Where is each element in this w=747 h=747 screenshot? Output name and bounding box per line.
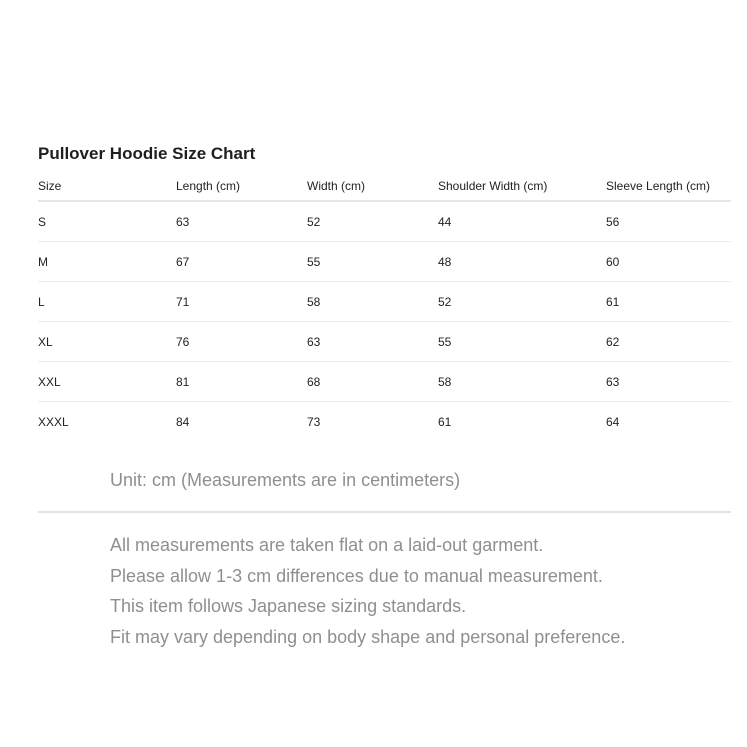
header-shoulder-width: Shoulder Width (cm) — [438, 172, 606, 201]
cell-shoulder-width: 52 — [438, 282, 606, 322]
measurement-notes — [110, 530, 625, 652]
cell-size: S — [38, 201, 176, 242]
size-chart-title: Pullover Hoodie Size Chart — [38, 144, 256, 163]
table-row — [38, 282, 731, 322]
note-item: Fit may vary depending on body shape and personal preference. — [110, 626, 626, 647]
cell-sleeve-length: 62 — [606, 322, 731, 362]
cell-length: 84 — [176, 414, 190, 429]
header-size: Size — [38, 172, 176, 201]
section-divider — [38, 511, 731, 513]
table-row — [38, 322, 731, 362]
cell-shoulder-width: 61 — [438, 414, 452, 429]
table-header-row — [38, 172, 731, 201]
note-item: All measurements are taken flat on a laid-out garment. — [110, 535, 544, 555]
cell-sleeve-length: 56 — [606, 201, 731, 242]
cell-sleeve-length: 63 — [606, 362, 731, 402]
cell-shoulder-width: 44 — [438, 201, 606, 242]
size-chart-table — [38, 172, 731, 441]
cell-length: 67 — [176, 242, 307, 282]
cell-width: 68 — [307, 362, 438, 402]
cell-size: XL — [38, 322, 176, 362]
cell-width: 55 — [307, 242, 438, 282]
cell-size: XXXL — [38, 414, 69, 429]
cell-length: 81 — [176, 362, 307, 402]
cell-width: 63 — [307, 322, 438, 362]
cell-sleeve-length: 64 — [606, 414, 620, 429]
table-row — [38, 362, 731, 402]
header-sleeve-length: Sleeve Length (cm) — [606, 172, 731, 201]
cell-shoulder-width: 55 — [438, 322, 606, 362]
cell-width: 52 — [307, 201, 438, 242]
header-length: Length (cm) — [176, 172, 307, 201]
cell-length: 71 — [176, 282, 307, 322]
cell-length: 76 — [176, 322, 307, 362]
cell-size: L — [38, 282, 176, 322]
table-row — [38, 242, 731, 282]
unit-note: Unit: cm (Measurements are in centimeters) — [110, 470, 461, 490]
cell-size: XXL — [38, 362, 176, 402]
cell-length: 63 — [176, 201, 307, 242]
cell-width: 73 — [307, 414, 321, 429]
cell-sleeve-length: 61 — [606, 282, 731, 322]
table-row — [38, 402, 731, 442]
cell-width: 58 — [307, 282, 438, 322]
header-width: Width (cm) — [307, 172, 438, 201]
cell-shoulder-width: 48 — [438, 242, 606, 282]
note-item: This item follows Japanese sizing standards. — [110, 596, 467, 616]
cell-sleeve-length: 60 — [606, 242, 731, 282]
table-row — [38, 201, 731, 242]
cell-shoulder-width: 58 — [438, 362, 606, 402]
note-item: Please allow 1-3 cm differences due to manual measurement. — [110, 565, 603, 586]
cell-size: M — [38, 242, 176, 282]
